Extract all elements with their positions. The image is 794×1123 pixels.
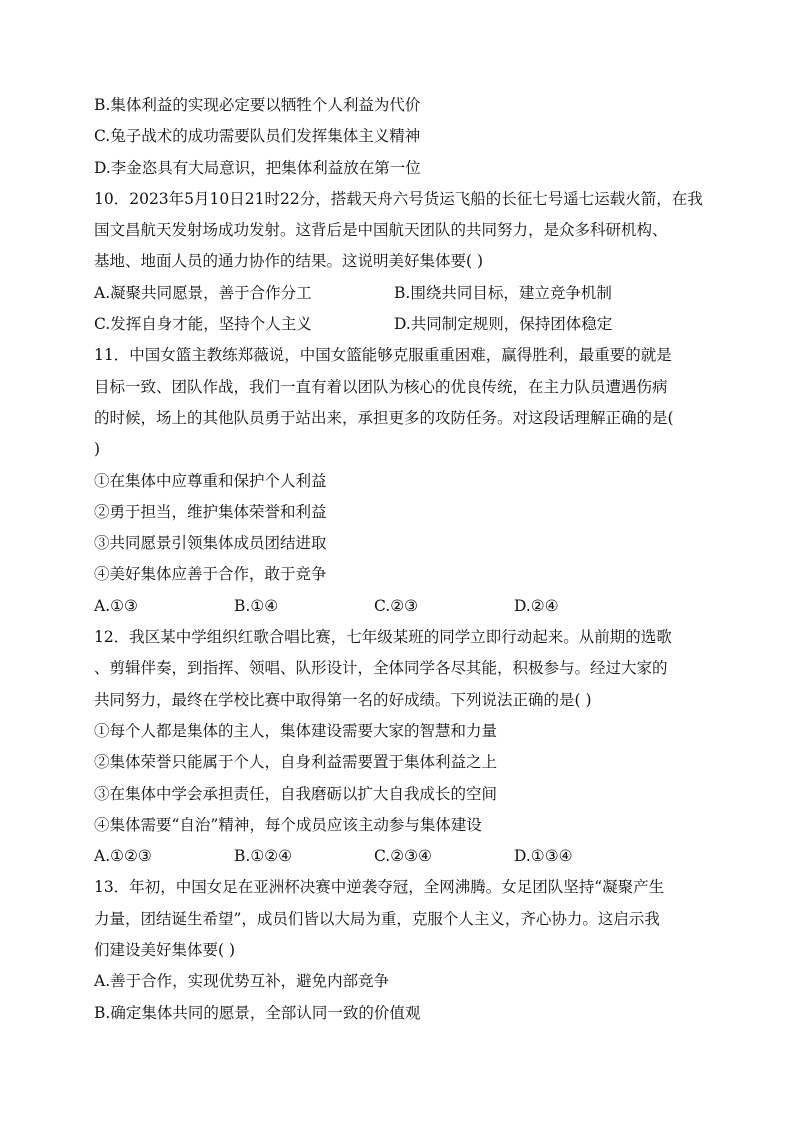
q10-stem-line-3: 基地、地面人员的通力协作的结果。这说明美好集体要( ) — [94, 252, 484, 271]
q13-stem-line-1: 13．年初，中国女足在亚洲杯决赛中逆袭夺冠，全网沸腾。女足团队坚持“凝聚产生 — [94, 878, 665, 897]
q12-stem-line-1: 12．我区某中学组织红歌合唱比赛，七年级某班的同学立即行动起来。从前期的选歌 — [94, 628, 672, 647]
q11-statement-4: ④美好集体应善于合作，敢于竞争 — [94, 565, 327, 584]
q11-stem-line-3: 的时候，场上的其他队员勇于站出来，承担更多的攻防任务。对这段话理解正确的是( — [94, 408, 674, 427]
q11-stem-line-4: ) — [94, 440, 101, 459]
q10-options-row-2 — [94, 309, 704, 340]
q10-option-c: C.发挥自身才能，坚持个人主义 — [94, 315, 312, 334]
q10-option-b: B.围绕共同目标，建立竞争机制 — [394, 283, 612, 302]
q12-options-row — [94, 841, 704, 872]
q10-options-row-1 — [94, 278, 704, 309]
q11-stem-line-1: 11．中国女篮主教练郑薇说，中国女篮能够克服重重困难，赢得胜利，最重要的就是 — [94, 346, 672, 365]
q13-option-b: B.确定集体共同的愿景，全部认同一致的价值观 — [94, 1003, 421, 1022]
q11-stem-line-2: 目标一致、团队作战，我们一直有着以团队为核心的优良传统，在主力队员遭遇伤病 — [94, 377, 668, 396]
q9-option-d: D.李金恣具有大局意识，把集体利益放在第一位 — [94, 158, 421, 177]
q10-stem-line-2: 国文昌航天发射场成功发射。这背后是中国航天团队的共同努力，是众多科研机构、 — [94, 221, 668, 240]
q10-option-d: D.共同制定规则，保持团体稳定 — [394, 315, 613, 334]
q10-option-a: A.凝聚共同愿景，善于合作分工 — [94, 283, 312, 302]
q11-option-b: B.①④ — [234, 596, 279, 615]
q13-stem-line-3: 们建设美好集体要( ) — [94, 941, 236, 960]
q12-statement-4: ④集体需要“自治”精神，每个成员应该主动参与集体建设 — [94, 815, 482, 834]
q12-statement-1: ①每个人都是集体的主人，集体建设需要大家的智慧和力量 — [94, 721, 498, 740]
q13-stem-line-2: 力量，团结诞生希望”，成员们皆以大局为重，克服个人主义，齐心协力。这启示我 — [94, 909, 660, 928]
q11-option-a: A.①③ — [94, 596, 138, 615]
q11-statement-2: ②勇于担当，维护集体荣誉和利益 — [94, 502, 327, 521]
q10-stem-line-1: 10．2023年5月10日21时22分，搭载天舟六号货运飞船的长征七号遥七运载火箭，在我 — [94, 189, 703, 208]
q12-option-b: B.①②④ — [234, 847, 293, 866]
q12-stem-line-3: 共同努力，最终在学校比赛中取得第一名的好成绩。下列说法正确的是( ) — [94, 690, 592, 709]
q13-option-a: A.善于合作，实现优势互补，避免内部竞争 — [94, 972, 390, 991]
q9-option-c: C.兔子战术的成功需要队员们发挥集体主义精神 — [94, 127, 421, 146]
q12-option-c: C.②③④ — [374, 847, 432, 866]
q12-option-a: A.①②③ — [94, 847, 152, 866]
q9-option-b: B.集体利益的实现必定要以牺牲个人利益为代价 — [94, 96, 421, 114]
q12-statement-2: ②集体荣誉只能属于个人，自身利益需要置于集体利益之上 — [94, 753, 498, 772]
q12-option-d: D.①③④ — [514, 847, 573, 866]
q11-statement-1: ①在集体中应尊重和保护个人利益 — [94, 471, 327, 490]
q11-options-row — [94, 591, 704, 622]
q12-statement-3: ③在集体中学会承担责任，自我磨砺以扩大自我成长的空间 — [94, 784, 498, 803]
q12-stem-line-2: 、剪辑伴奏，到指挥、领唱、队形设计，全体同学各尽其能，积极参与。经过大家的 — [94, 659, 668, 678]
q11-option-d: D.②④ — [514, 596, 559, 615]
question-content — [94, 90, 704, 1029]
q11-statement-3: ③共同愿景引领集体成员团结进取 — [94, 534, 327, 553]
q11-option-c: C.②③ — [374, 596, 419, 615]
